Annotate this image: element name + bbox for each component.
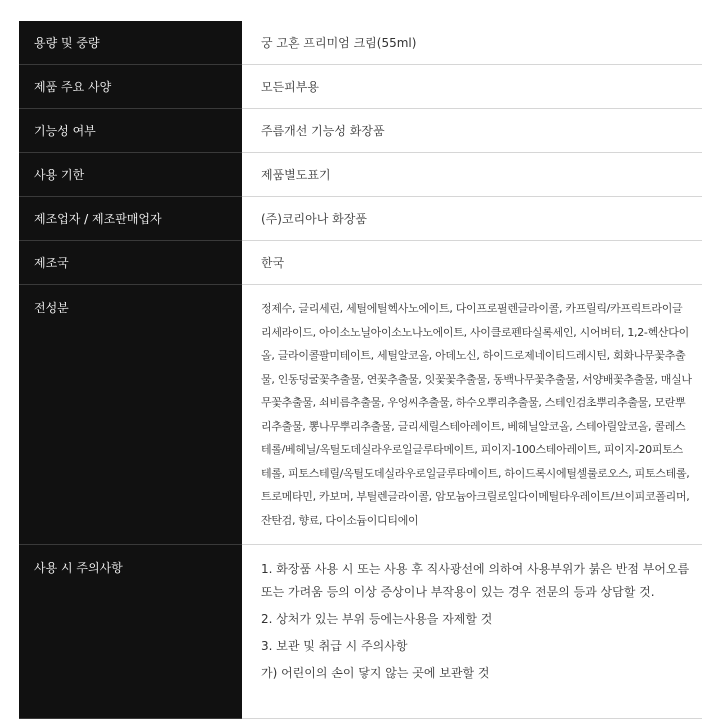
caution-item: 가) 어린이의 손이 닿지 않는 곳에 보관할 것	[261, 666, 490, 680]
spec-value: 제품별도표기	[242, 153, 702, 197]
spec-label: 사용 시 주의사항	[19, 545, 242, 719]
spec-value: 모든피부용	[242, 65, 702, 109]
spec-label: 용량 및 중량	[19, 21, 242, 65]
caution-list	[242, 545, 702, 719]
spec-row-manufacturer	[19, 197, 702, 241]
caution-item: 2. 상처가 있는 부위 등에는사용을 자제할 것	[261, 612, 493, 626]
spec-value: 한국	[242, 241, 702, 285]
spec-row-caution	[19, 545, 702, 719]
spec-label: 제조국	[19, 241, 242, 285]
spec-label: 전성분	[19, 285, 242, 545]
spec-row-capacity	[19, 21, 702, 65]
product-spec-table	[19, 21, 702, 719]
spec-row-skin-type	[19, 65, 702, 109]
spec-row-expiry	[19, 153, 702, 197]
spec-label: 제조업자 / 제조판매업자	[19, 197, 242, 241]
product-info-sheet	[19, 21, 702, 719]
spec-label: 기능성 여부	[19, 109, 242, 153]
spec-value: 궁 고혼 프리미엄 크림(55ml)	[242, 21, 702, 65]
spec-label: 제품 주요 사양	[19, 65, 242, 109]
spec-value: 주름개선 기능성 화장품	[242, 109, 702, 153]
spec-row-ingredients	[19, 285, 702, 545]
caution-item: 3. 보관 및 취급 시 주의사항	[261, 639, 408, 653]
caution-item: 1. 화장품 사용 시 또는 사용 후 직사광선에 의하여 사용부위가 붉은 반점 부어오름 또는 가려움 등의 이상 증상이나 부작용이 있는 경우 전문의 등과 상담할 것.	[261, 562, 690, 599]
ingredients-text: 정제수, 글리세린, 세틸에틸헥사노에이트, 다이프로필렌글라이콜, 카프릴릭/카프릭트라이글리세라이드, 아이소노닐아이소노나노에이트, 사이클로펜타실록세인, 시어버터, 1,2-헥산다이올, 글라이콜팔미테이트, 세틸알코올, 아데노신, 하이드로제네이티드레시틴, 회화나무꽃추출물, 인동덩굴꽃추출물, 연꽃추출물, 잇꽃꽃추출물, 동백나무꽃추출물, 서양배꽃추출물, 매실나무꽃추출물, 쇠비름추출물, 우엉씨추출물, 하수오뿌리추출물, 스테인검초뿌리추출물, 모란뿌리추출물, 뽕나무뿌리추출물, 글리세릴스테아레이트, 베헤닐알코올, 스테아릴알코올, 콜레스테롤/베헤닐/옥틸도데실라우로일글루타메이트, 피이지-100스테아레이트, 피이지-20피토스테롤, 피토스테릴/옥틸도데실라우로일글루타메이트, 하이드록시에틸셀룰로오스, 피토스테롤, 트로메타민, 카보머, 부틸렌글라이콜, 암모늄아크릴로일다이메틸타우레이트/브이피코폴리머, 잔탄검, 향료, 다이소듐이디티에이	[242, 285, 702, 545]
spec-value: (주)코리아나 화장품	[242, 197, 702, 241]
spec-row-country	[19, 241, 702, 285]
spec-row-functional	[19, 109, 702, 153]
spec-label: 사용 기한	[19, 153, 242, 197]
